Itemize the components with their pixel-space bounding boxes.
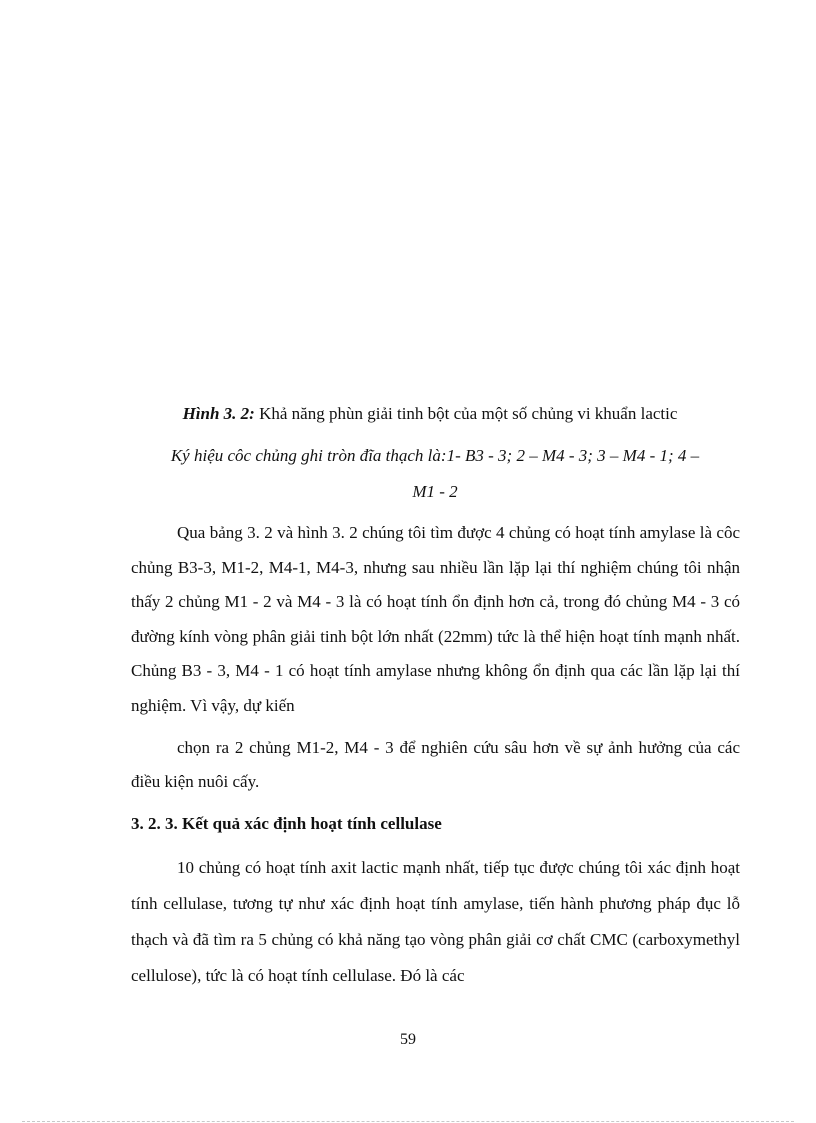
figure-caption [130,402,730,426]
figure-caption-label: Hình 3. 2: [182,404,255,423]
page-border-divider [22,1121,794,1122]
figure-caption-text: Khả năng phùn giải tinh bột của một số chủng vi khuẩn lactic [254,404,678,423]
body-paragraph-3: 10 chủng có hoạt tính axit lactic mạnh nhất, tiếp tục được chúng tôi xác định hoạt tính cellulase, tương tự như xác định hoạt tính amylase, tiến hành phương pháp đục lỗ thạch và đã tìm ra 5 chủng có khả năng tạo vòng phân giải cơ chất CMC (carboxymethyl cellulose), tức là có hoạt tính cellulase. Đó là các [131,858,740,985]
figure-note-line-1: Ký hiệu côc chủng ghi tròn đĩa thạch là:1- B3 - 3; 2 – M4 - 3; 3 – M4 - 1; 4 – [170,446,700,465]
body-paragraph-2: chọn ra 2 chủng M1-2, M4 - 3 để nghiên cứu sâu hơn về sự ảnh hưởng của các điều kiện nuôi cấy. [131,738,740,791]
figure-note-line-2: M1 - 2 [412,482,458,501]
page-number: 59 [400,1031,416,1048]
body-paragraph-1: Qua bảng 3. 2 và hình 3. 2 chúng tôi tìm được 4 chủng có hoạt tính amylase là côc chủng B3-3, M1-2, M4-1, M4-3, nhưng sau nhiều lần lặp lại thí nghiệm chúng tôi nhận thấy 2 chủng M1 - 2 và M4 - 3 là có hoạt tính ổn định hơn cả, trong đó chủng M4 - 3 có đường kính vòng phân giải tinh bột lớn nhất (22mm) tức là thể hiện hoạt tính mạnh nhất. Chủng B3 - 3, M4 - 1 có hoạt tính amylase nhưng không ổn định qua các lần lặp lại thí nghiệm. Vì vậy, dự kiến [131,523,740,715]
section-heading: 3. 2. 3. Kết quả xác định hoạt tính cellulase [131,814,442,833]
